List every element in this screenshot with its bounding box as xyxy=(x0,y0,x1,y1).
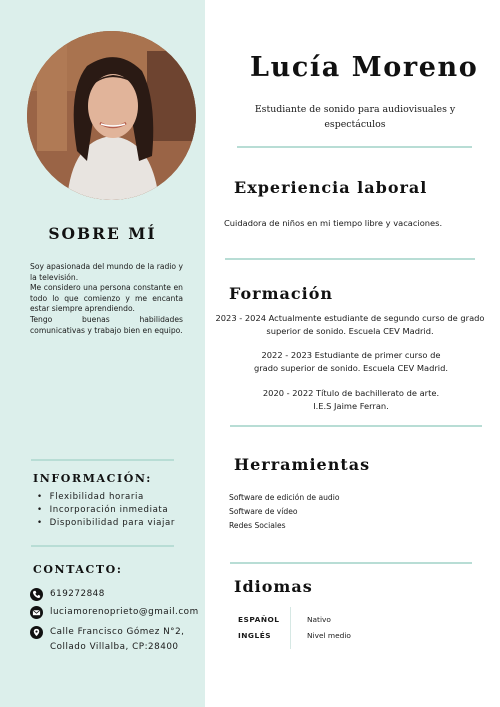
education-entry xyxy=(220,387,482,412)
info-title: INFORMACIÓN: xyxy=(33,472,152,485)
about-paragraph: Soy apasionada del mundo de la radio y la televisión. xyxy=(30,262,183,282)
education-entry xyxy=(205,312,495,337)
candidate-name: Lucía Moreno xyxy=(250,52,479,83)
list-item: • Incorporación inmediata xyxy=(37,504,175,517)
list-item: • Disponibilidad para viajar xyxy=(37,517,175,530)
language-level: Nativo xyxy=(307,615,331,624)
phone-number[interactable]: 619272848 xyxy=(50,589,105,599)
education-line: 2022 - 2023 Estudiante de primer curso de xyxy=(261,350,441,360)
profile-photo xyxy=(27,31,196,200)
language-levels xyxy=(307,612,351,644)
address-line: Calle Francisco Gómez N°2, xyxy=(50,627,185,637)
education-line: 2020 - 2022 Título de bachillerato de arte. xyxy=(262,388,440,398)
education-line: grado superior de sonido. Escuela CEV Madrid. xyxy=(254,362,448,373)
education-line: 2023 - 2024 Actualmente estudiante de segundo curso de grado xyxy=(215,313,485,323)
subtitle-line: espectáculos xyxy=(324,119,386,130)
subtitle-line: Estudiante de sonido para audiovisuales y xyxy=(254,104,456,115)
about-paragraph: Tengo buenas habilidades comunicativas y trabajo bien en equipo. xyxy=(30,314,183,335)
address xyxy=(50,625,184,655)
email-address[interactable]: luciamorenoprieto@gmail.com xyxy=(50,607,199,617)
info-list xyxy=(37,491,175,529)
education-title: Formación xyxy=(229,284,334,303)
list-item: • Flexibilidad horaria xyxy=(37,491,175,504)
tool-item: Software de vídeo xyxy=(229,507,298,516)
tool-item: Redes Sociales xyxy=(229,521,286,530)
address-line: Collado Villalba, CP:28400 xyxy=(50,642,179,652)
language-name: ESPAÑOL xyxy=(238,615,280,624)
divider xyxy=(230,562,472,564)
contact-title: CONTACTO: xyxy=(33,563,123,576)
divider xyxy=(31,459,174,461)
divider xyxy=(237,146,472,148)
languages-title: Idiomas xyxy=(234,577,313,596)
phone-icon xyxy=(30,588,43,601)
divider xyxy=(225,258,475,260)
contact-address xyxy=(30,625,184,655)
about-title: SOBRE MÍ xyxy=(48,224,157,243)
language-name: INGLÉS xyxy=(238,631,272,640)
tools-list xyxy=(229,491,469,533)
language-level: Nivel medio xyxy=(307,631,351,640)
location-icon xyxy=(30,626,43,639)
about-paragraph: Me considero una persona constante en todo lo que comienzo y me encanta estar siempre aprendiendo. xyxy=(30,283,183,314)
education-line: I.E.S Jaime Ferran. xyxy=(313,400,389,411)
language-names xyxy=(238,612,280,644)
education-line: superior de sonido. Escuela CEV Madrid. xyxy=(266,325,434,336)
candidate-subtitle xyxy=(250,102,460,132)
tools-title: Herramientas xyxy=(234,455,371,474)
divider xyxy=(230,425,482,427)
contact-email xyxy=(30,605,199,620)
email-icon xyxy=(30,606,43,619)
education-entry xyxy=(220,349,482,374)
experience-title: Experiencia laboral xyxy=(234,178,428,197)
contact-phone xyxy=(30,587,105,602)
divider xyxy=(290,607,291,649)
experience-text: Cuidadora de niños en mi tiempo libre y vacaciones. xyxy=(224,218,443,228)
about-text xyxy=(30,262,183,336)
tool-item: Software de edición de audio xyxy=(229,493,340,502)
divider xyxy=(31,545,174,547)
